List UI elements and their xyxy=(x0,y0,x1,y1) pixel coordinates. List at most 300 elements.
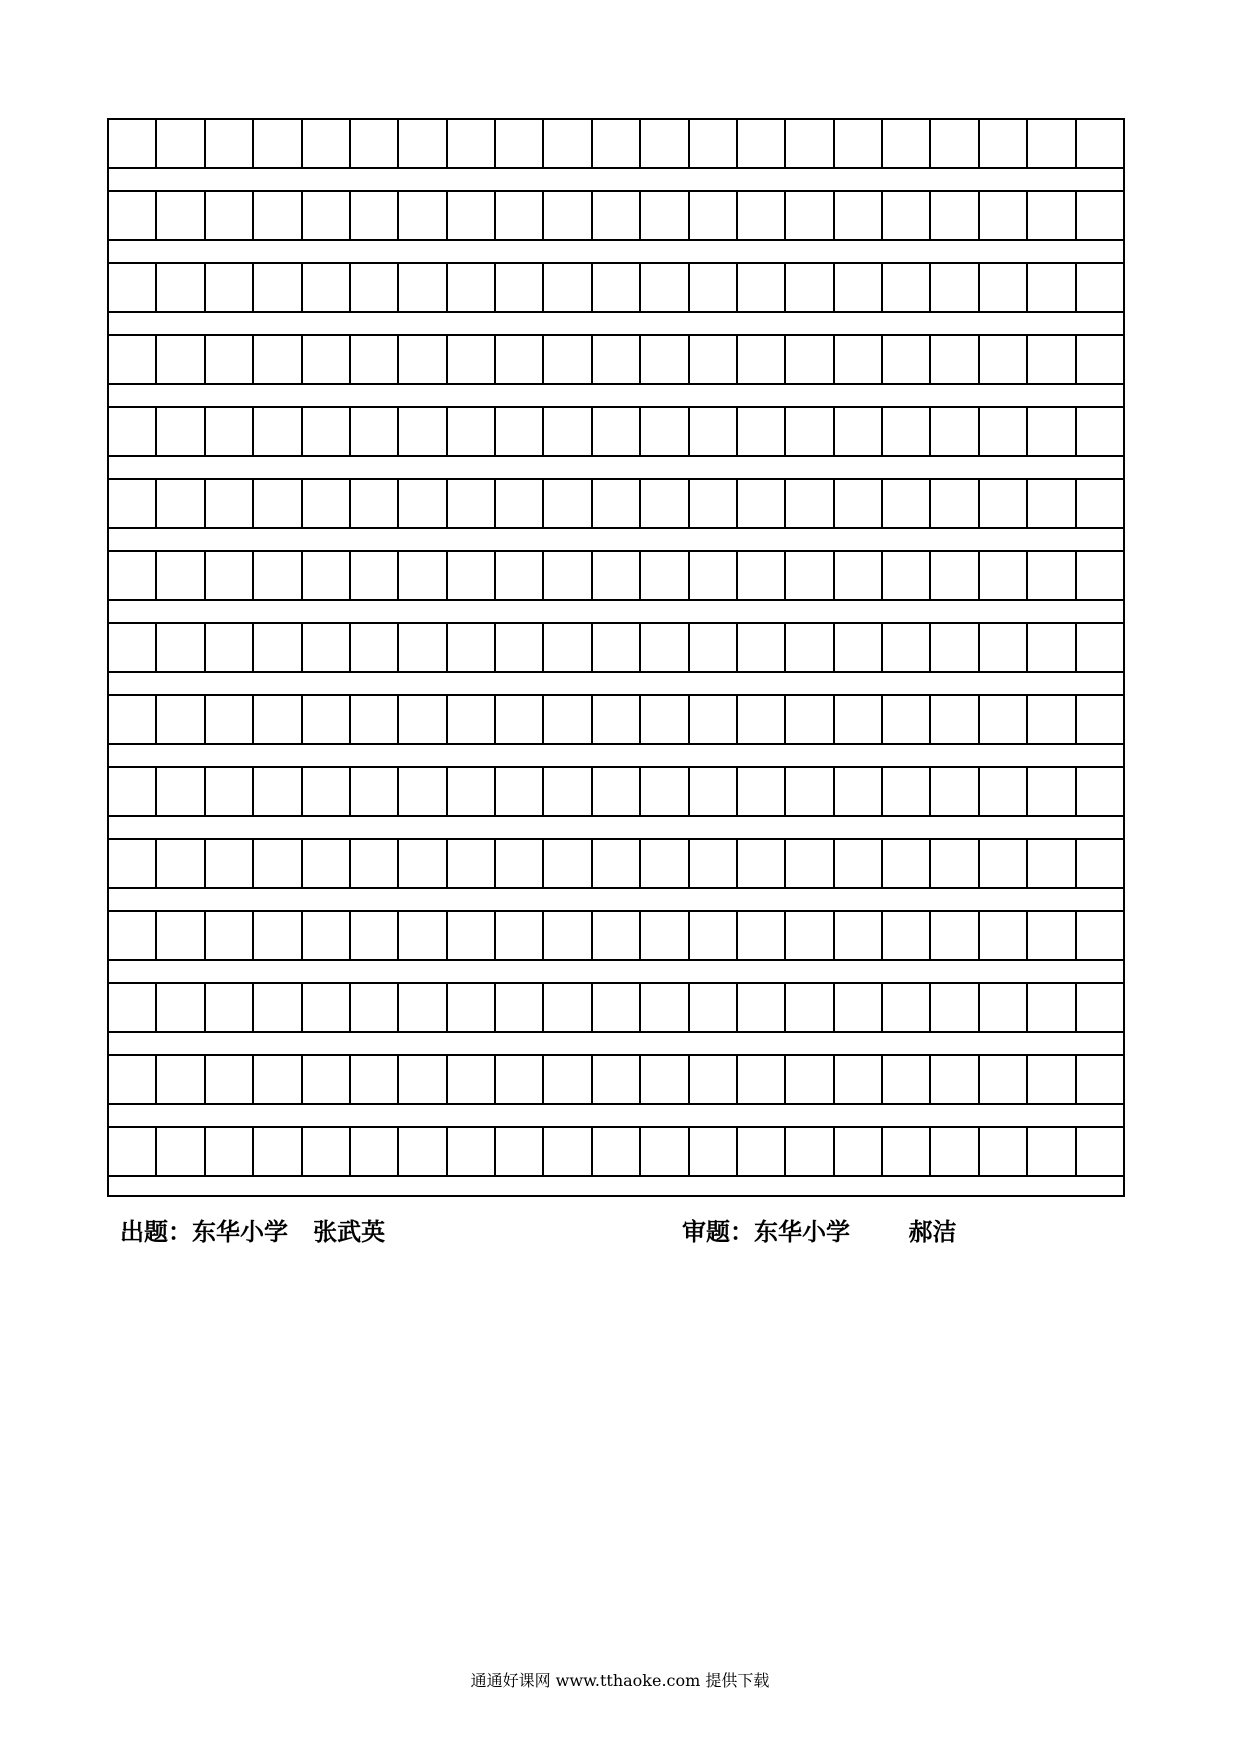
grid-cell xyxy=(835,1128,883,1175)
grid-cell xyxy=(254,840,302,887)
grid-cell xyxy=(206,696,254,743)
grid-cell xyxy=(303,192,351,239)
grid-cell xyxy=(593,624,641,671)
grid-cell xyxy=(303,1056,351,1103)
grid-cell xyxy=(206,120,254,167)
grid-row xyxy=(109,406,1123,457)
grid-cell xyxy=(303,120,351,167)
grid-cell xyxy=(544,912,592,959)
grid-cell xyxy=(254,912,302,959)
grid-cell xyxy=(496,336,544,383)
grid-cell xyxy=(351,552,399,599)
grid-cell xyxy=(883,192,931,239)
grid-cell xyxy=(399,984,447,1031)
grid-cell xyxy=(738,192,786,239)
grid-cell xyxy=(206,984,254,1031)
grid-cell xyxy=(641,264,689,311)
grid-cell xyxy=(1077,552,1123,599)
grid-cell xyxy=(786,840,834,887)
grid-row xyxy=(109,550,1123,601)
grid-cell xyxy=(835,912,883,959)
grid-cell xyxy=(641,984,689,1031)
grid-cell xyxy=(399,1056,447,1103)
grid-cell xyxy=(544,840,592,887)
grid-cell xyxy=(544,696,592,743)
reviewer-school: 东华小学 xyxy=(754,1218,850,1246)
grid-cell xyxy=(931,120,979,167)
grid-cell xyxy=(254,1056,302,1103)
grid-cell xyxy=(351,912,399,959)
grid-cell xyxy=(1077,192,1123,239)
grid-cell xyxy=(1028,264,1076,311)
grid-cell xyxy=(206,1128,254,1175)
grid-row xyxy=(109,478,1123,529)
grid-cell xyxy=(448,264,496,311)
grid-cell xyxy=(738,696,786,743)
grid-cell xyxy=(399,768,447,815)
grid-cell xyxy=(690,408,738,455)
grid-cell xyxy=(399,1128,447,1175)
grid-cell xyxy=(1077,984,1123,1031)
grid-cell xyxy=(1028,912,1076,959)
grid-cell xyxy=(980,912,1028,959)
grid-cell xyxy=(351,336,399,383)
grid-cell xyxy=(206,624,254,671)
grid-cell xyxy=(883,696,931,743)
grid-cell xyxy=(496,1128,544,1175)
grid-cell xyxy=(786,984,834,1031)
grid-cell xyxy=(883,840,931,887)
grid-cell xyxy=(786,120,834,167)
grid-row xyxy=(109,1054,1123,1105)
grid-row xyxy=(109,1126,1123,1177)
grid-cell xyxy=(351,192,399,239)
grid-cell xyxy=(641,480,689,527)
grid-cell xyxy=(786,912,834,959)
grid-cell xyxy=(448,552,496,599)
row-spacer xyxy=(109,745,1123,766)
grid-cell xyxy=(157,1056,205,1103)
grid-cell xyxy=(1028,408,1076,455)
grid-cell xyxy=(690,912,738,959)
grid-cell xyxy=(448,120,496,167)
grid-cell xyxy=(835,336,883,383)
grid-cell xyxy=(544,480,592,527)
grid-cell xyxy=(980,408,1028,455)
grid-cell xyxy=(593,1056,641,1103)
grid-cell xyxy=(157,1128,205,1175)
grid-cell xyxy=(399,192,447,239)
row-spacer xyxy=(109,385,1123,406)
grid-cell xyxy=(496,1056,544,1103)
grid-cell xyxy=(448,984,496,1031)
question-setter-credit xyxy=(120,1216,385,1248)
grid-row xyxy=(109,622,1123,673)
grid-cell xyxy=(931,984,979,1031)
grid-cell xyxy=(351,408,399,455)
grid-cell xyxy=(738,408,786,455)
grid-cell xyxy=(157,624,205,671)
grid-cell xyxy=(931,1128,979,1175)
grid-cell xyxy=(399,480,447,527)
grid-cell xyxy=(1077,120,1123,167)
setter-school: 东华小学 xyxy=(192,1218,288,1246)
grid-cell xyxy=(980,768,1028,815)
grid-cell xyxy=(738,552,786,599)
grid-cell xyxy=(496,264,544,311)
grid-cell xyxy=(786,552,834,599)
grid-cell xyxy=(883,984,931,1031)
grid-cell xyxy=(109,336,157,383)
grid-cell xyxy=(351,984,399,1031)
grid-cell xyxy=(254,696,302,743)
row-spacer xyxy=(109,313,1123,334)
grid-cell xyxy=(593,408,641,455)
grid-cell xyxy=(1077,696,1123,743)
grid-cell xyxy=(835,552,883,599)
grid-cell xyxy=(109,480,157,527)
grid-cell xyxy=(496,840,544,887)
grid-cell xyxy=(738,480,786,527)
grid-cell xyxy=(448,624,496,671)
grid-cell xyxy=(980,1128,1028,1175)
grid-cell xyxy=(980,336,1028,383)
grid-cell xyxy=(738,264,786,311)
grid-cell xyxy=(786,1128,834,1175)
reviewer-label: 审题： xyxy=(682,1218,754,1246)
grid-cell xyxy=(157,120,205,167)
row-spacer xyxy=(109,889,1123,910)
grid-cell xyxy=(399,264,447,311)
grid-cell xyxy=(690,768,738,815)
grid-cell xyxy=(496,768,544,815)
row-spacer xyxy=(109,1105,1123,1126)
row-spacer xyxy=(109,961,1123,982)
grid-cell xyxy=(109,120,157,167)
grid-cell xyxy=(351,1128,399,1175)
grid-cell xyxy=(157,696,205,743)
grid-cell xyxy=(786,480,834,527)
grid-cell xyxy=(786,264,834,311)
row-spacer xyxy=(109,601,1123,622)
grid-cell xyxy=(690,984,738,1031)
grid-cell xyxy=(254,192,302,239)
grid-cell xyxy=(593,1128,641,1175)
grid-cell xyxy=(690,840,738,887)
grid-cell xyxy=(980,624,1028,671)
grid-cell xyxy=(883,336,931,383)
grid-cell xyxy=(496,696,544,743)
grid-cell xyxy=(931,696,979,743)
grid-cell xyxy=(641,192,689,239)
row-spacer xyxy=(109,1177,1123,1197)
grid-cell xyxy=(157,480,205,527)
grid-cell xyxy=(641,768,689,815)
grid-cell xyxy=(544,336,592,383)
grid-cell xyxy=(448,1128,496,1175)
grid-cell xyxy=(351,624,399,671)
grid-cell xyxy=(206,408,254,455)
grid-cell xyxy=(931,1056,979,1103)
grid-cell xyxy=(835,480,883,527)
grid-cell xyxy=(496,912,544,959)
grid-cell xyxy=(1077,1128,1123,1175)
grid-cell xyxy=(931,264,979,311)
grid-row xyxy=(109,334,1123,385)
grid-cell xyxy=(641,552,689,599)
grid-cell xyxy=(109,552,157,599)
grid-cell xyxy=(157,912,205,959)
grid-cell xyxy=(109,408,157,455)
grid-cell xyxy=(931,624,979,671)
grid-cell xyxy=(157,768,205,815)
grid-cell xyxy=(883,912,931,959)
grid-cell xyxy=(1028,120,1076,167)
grid-cell xyxy=(641,120,689,167)
grid-cell xyxy=(980,1056,1028,1103)
grid-cell xyxy=(1028,192,1076,239)
grid-cell xyxy=(1077,840,1123,887)
question-reviewer-credit xyxy=(682,1216,957,1248)
grid-cell xyxy=(544,1128,592,1175)
grid-cell xyxy=(303,912,351,959)
grid-cell xyxy=(448,336,496,383)
grid-cell xyxy=(496,480,544,527)
grid-cell xyxy=(980,120,1028,167)
grid-cell xyxy=(593,480,641,527)
grid-cell xyxy=(931,408,979,455)
grid-cell xyxy=(109,840,157,887)
grid-cell xyxy=(835,624,883,671)
grid-cell xyxy=(448,192,496,239)
grid-cell xyxy=(157,840,205,887)
grid-cell xyxy=(254,984,302,1031)
grid-cell xyxy=(883,120,931,167)
grid-cell xyxy=(496,120,544,167)
grid-cell xyxy=(931,480,979,527)
grid-cell xyxy=(835,408,883,455)
grid-cell xyxy=(690,264,738,311)
grid-cell xyxy=(738,336,786,383)
grid-cell xyxy=(1077,264,1123,311)
grid-cell xyxy=(786,696,834,743)
grid-cell xyxy=(206,264,254,311)
grid-cell xyxy=(593,552,641,599)
grid-cell xyxy=(544,552,592,599)
grid-cell xyxy=(303,552,351,599)
grid-cell xyxy=(931,192,979,239)
grid-cell xyxy=(690,552,738,599)
grid-cell xyxy=(303,408,351,455)
grid-cell xyxy=(351,120,399,167)
grid-cell xyxy=(835,1056,883,1103)
grid-cell xyxy=(593,192,641,239)
grid-cell xyxy=(399,408,447,455)
grid-cell xyxy=(448,840,496,887)
grid-cell xyxy=(931,840,979,887)
grid-cell xyxy=(1077,408,1123,455)
grid-cell xyxy=(835,696,883,743)
grid-cell xyxy=(157,552,205,599)
grid-cell xyxy=(593,264,641,311)
grid-cell xyxy=(206,192,254,239)
grid-cell xyxy=(206,840,254,887)
grid-cell xyxy=(109,624,157,671)
grid-cell xyxy=(109,984,157,1031)
grid-cell xyxy=(593,696,641,743)
grid-cell xyxy=(448,768,496,815)
grid-cell xyxy=(254,624,302,671)
row-spacer xyxy=(109,241,1123,262)
grid-cell xyxy=(641,840,689,887)
grid-cell xyxy=(448,480,496,527)
grid-cell xyxy=(254,1128,302,1175)
grid-cell xyxy=(1028,624,1076,671)
grid-cell xyxy=(786,336,834,383)
grid-cell xyxy=(690,192,738,239)
grid-cell xyxy=(593,840,641,887)
grid-cell xyxy=(303,1128,351,1175)
grid-cell xyxy=(206,912,254,959)
grid-cell xyxy=(931,768,979,815)
grid-cell xyxy=(109,912,157,959)
grid-cell xyxy=(1077,480,1123,527)
grid-cell xyxy=(786,768,834,815)
grid-cell xyxy=(399,696,447,743)
grid-cell xyxy=(1028,696,1076,743)
grid-cell xyxy=(980,552,1028,599)
grid-cell xyxy=(351,264,399,311)
grid-cell xyxy=(399,624,447,671)
grid-cell xyxy=(544,408,592,455)
grid-cell xyxy=(835,840,883,887)
grid-cell xyxy=(544,768,592,815)
grid-cell xyxy=(399,552,447,599)
grid-cell xyxy=(738,624,786,671)
grid-cell xyxy=(690,696,738,743)
row-spacer xyxy=(109,673,1123,694)
grid-cell xyxy=(254,120,302,167)
grid-cell xyxy=(1028,336,1076,383)
grid-cell xyxy=(1028,984,1076,1031)
grid-cell xyxy=(254,768,302,815)
grid-cell xyxy=(931,552,979,599)
grid-cell xyxy=(593,768,641,815)
grid-cell xyxy=(1028,480,1076,527)
grid-cell xyxy=(1028,840,1076,887)
grid-cell xyxy=(544,120,592,167)
grid-cell xyxy=(738,1128,786,1175)
grid-cell xyxy=(883,624,931,671)
grid-cell xyxy=(206,1056,254,1103)
grid-cell xyxy=(109,1056,157,1103)
grid-cell xyxy=(303,480,351,527)
grid-cell xyxy=(690,1128,738,1175)
grid-row xyxy=(109,694,1123,745)
grid-cell xyxy=(351,696,399,743)
grid-cell xyxy=(641,1128,689,1175)
grid-row xyxy=(109,118,1123,169)
grid-cell xyxy=(1077,912,1123,959)
grid-cell xyxy=(835,984,883,1031)
grid-cell xyxy=(593,912,641,959)
grid-cell xyxy=(641,624,689,671)
grid-cell xyxy=(544,624,592,671)
grid-cell xyxy=(883,1056,931,1103)
grid-cell xyxy=(544,1056,592,1103)
grid-cell xyxy=(1077,1056,1123,1103)
grid-cell xyxy=(303,624,351,671)
grid-cell xyxy=(738,984,786,1031)
grid-cell xyxy=(254,408,302,455)
grid-cell xyxy=(351,840,399,887)
grid-cell xyxy=(109,696,157,743)
grid-cell xyxy=(1077,768,1123,815)
grid-cell xyxy=(738,912,786,959)
grid-cell xyxy=(690,480,738,527)
grid-cell xyxy=(303,696,351,743)
row-spacer xyxy=(109,817,1123,838)
row-spacer xyxy=(109,529,1123,550)
grid-cell xyxy=(351,480,399,527)
reviewer-name: 郝洁 xyxy=(908,1218,957,1246)
grid-cell xyxy=(980,480,1028,527)
grid-cell xyxy=(883,552,931,599)
grid-cell xyxy=(641,336,689,383)
grid-cell xyxy=(641,408,689,455)
grid-cell xyxy=(399,912,447,959)
grid-cell xyxy=(206,768,254,815)
grid-cell xyxy=(206,552,254,599)
grid-cell xyxy=(206,480,254,527)
grid-cell xyxy=(399,336,447,383)
grid-cell xyxy=(835,768,883,815)
grid-row xyxy=(109,910,1123,961)
grid-cell xyxy=(399,120,447,167)
grid-cell xyxy=(303,840,351,887)
grid-cell xyxy=(1028,552,1076,599)
grid-cell xyxy=(690,624,738,671)
grid-cell xyxy=(738,120,786,167)
grid-cell xyxy=(109,264,157,311)
grid-cell xyxy=(496,408,544,455)
writing-grid xyxy=(107,118,1125,1197)
grid-cell xyxy=(303,768,351,815)
grid-cell xyxy=(254,480,302,527)
row-spacer xyxy=(109,457,1123,478)
grid-cell xyxy=(157,336,205,383)
grid-cell xyxy=(980,984,1028,1031)
grid-cell xyxy=(254,264,302,311)
grid-cell xyxy=(254,336,302,383)
setter-label: 出题： xyxy=(120,1218,192,1246)
grid-cell xyxy=(835,192,883,239)
grid-cell xyxy=(883,480,931,527)
row-spacer xyxy=(109,1033,1123,1054)
grid-cell xyxy=(786,624,834,671)
grid-cell xyxy=(544,984,592,1031)
grid-cell xyxy=(206,336,254,383)
grid-cell xyxy=(835,120,883,167)
grid-cell xyxy=(448,912,496,959)
grid-cell xyxy=(496,984,544,1031)
grid-cell xyxy=(399,840,447,887)
grid-cell xyxy=(544,192,592,239)
row-spacer xyxy=(109,169,1123,190)
grid-cell xyxy=(351,768,399,815)
grid-cell xyxy=(109,192,157,239)
grid-row xyxy=(109,982,1123,1033)
